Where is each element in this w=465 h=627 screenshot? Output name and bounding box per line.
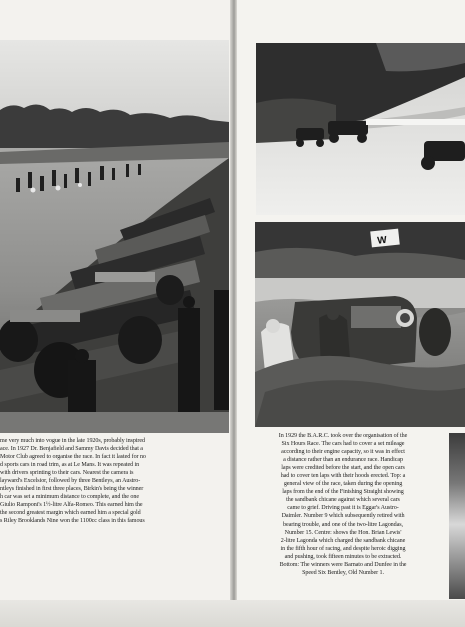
photo-sandbank-chicane [255,222,465,427]
photo-le-mans-start [0,40,229,433]
caption-line: h car was set a minimum distance to complete, and the one [0,494,139,501]
caption-line: bearing trouble, and one of the two-litre Lagondas, [283,521,403,528]
caption-line: the second greatest margin which earned him a special gold [0,510,141,517]
caption-line: ace. In 1927 Dr. Benjafield and Sammy Davis decided that a [0,446,143,453]
caption-line: according to their engine capacity, so it was in effect [281,449,405,456]
photo-general-view [256,43,465,215]
caption-line: came to grief. Driving past it is Eggar's Austro- [287,505,399,512]
caption-line: in the fifth hour of racing, and despite heroic digging [280,545,406,552]
caption-line: Giulio Ramponi's 1½-litre Alfa-Romeo. This earned him the [0,502,143,509]
page-bottom-edge [0,600,465,627]
car-number-sign: W [376,234,388,247]
left-caption [0,437,228,526]
caption-line: with drivers sprinting to their cars. Nearest the camera is [0,470,134,477]
caption-line: Number 15. Centre: shows the Hon. Brian Lewis' [284,529,402,536]
caption-line: layward's Excelsior, followed by three Bentleys, an Austro- [0,478,141,485]
caption-line: Six Hours Race. The cars had to cover a set mileage [281,441,405,448]
photo-le-mans-start-image [0,40,229,433]
caption-line: d sports cars in road trim, as at Le Mans. It was repeated in [0,462,140,469]
right-caption [249,432,437,577]
caption-line: and pushing, took fifteen minutes to be extracted. [284,553,402,560]
caption-line: Speed Six Bentley, Old Number 1. [302,569,384,576]
caption-line: Bottom: The winners were Barnato and Dunfee in the [279,561,407,568]
photo-sandbank-chicane-image [255,222,465,427]
caption-line: Motor Club agreed to organise the race. In fact it lasted for no [0,454,146,461]
caption-line: the sandbank chicane against which several cars [286,497,400,504]
caption-line: general view of the race, taken during the opening [283,481,403,488]
caption-line: s Riley Brooklands Nine won the 1100cc class in this famous [0,518,145,525]
photo-general-view-image [256,43,465,215]
caption-line: Daimler. Number 9 which subsequently retired with [281,513,405,520]
caption-line: a distance rather than an endurance race. Handicap [283,457,403,464]
caption-line: In 1929 the B.A.R.C. took over the organisation of the [278,433,408,439]
caption-line: ntleys finished in first three places, Birkin's being the winner [0,486,144,493]
caption-line: laps were credited before the start, and the open cars [281,465,405,472]
photo-winners-partial [449,433,465,599]
caption-line: laps from the end of the Finishing Straight showing [282,489,404,496]
caption-line: had to cover ten laps with their hoods erected. Top: a [280,473,406,480]
caption-line: 2-litre Lagonda which charged the sandbank chicane [280,537,406,544]
caption-line: me very much into vogue in the late 1920s, probably inspired [0,438,145,444]
